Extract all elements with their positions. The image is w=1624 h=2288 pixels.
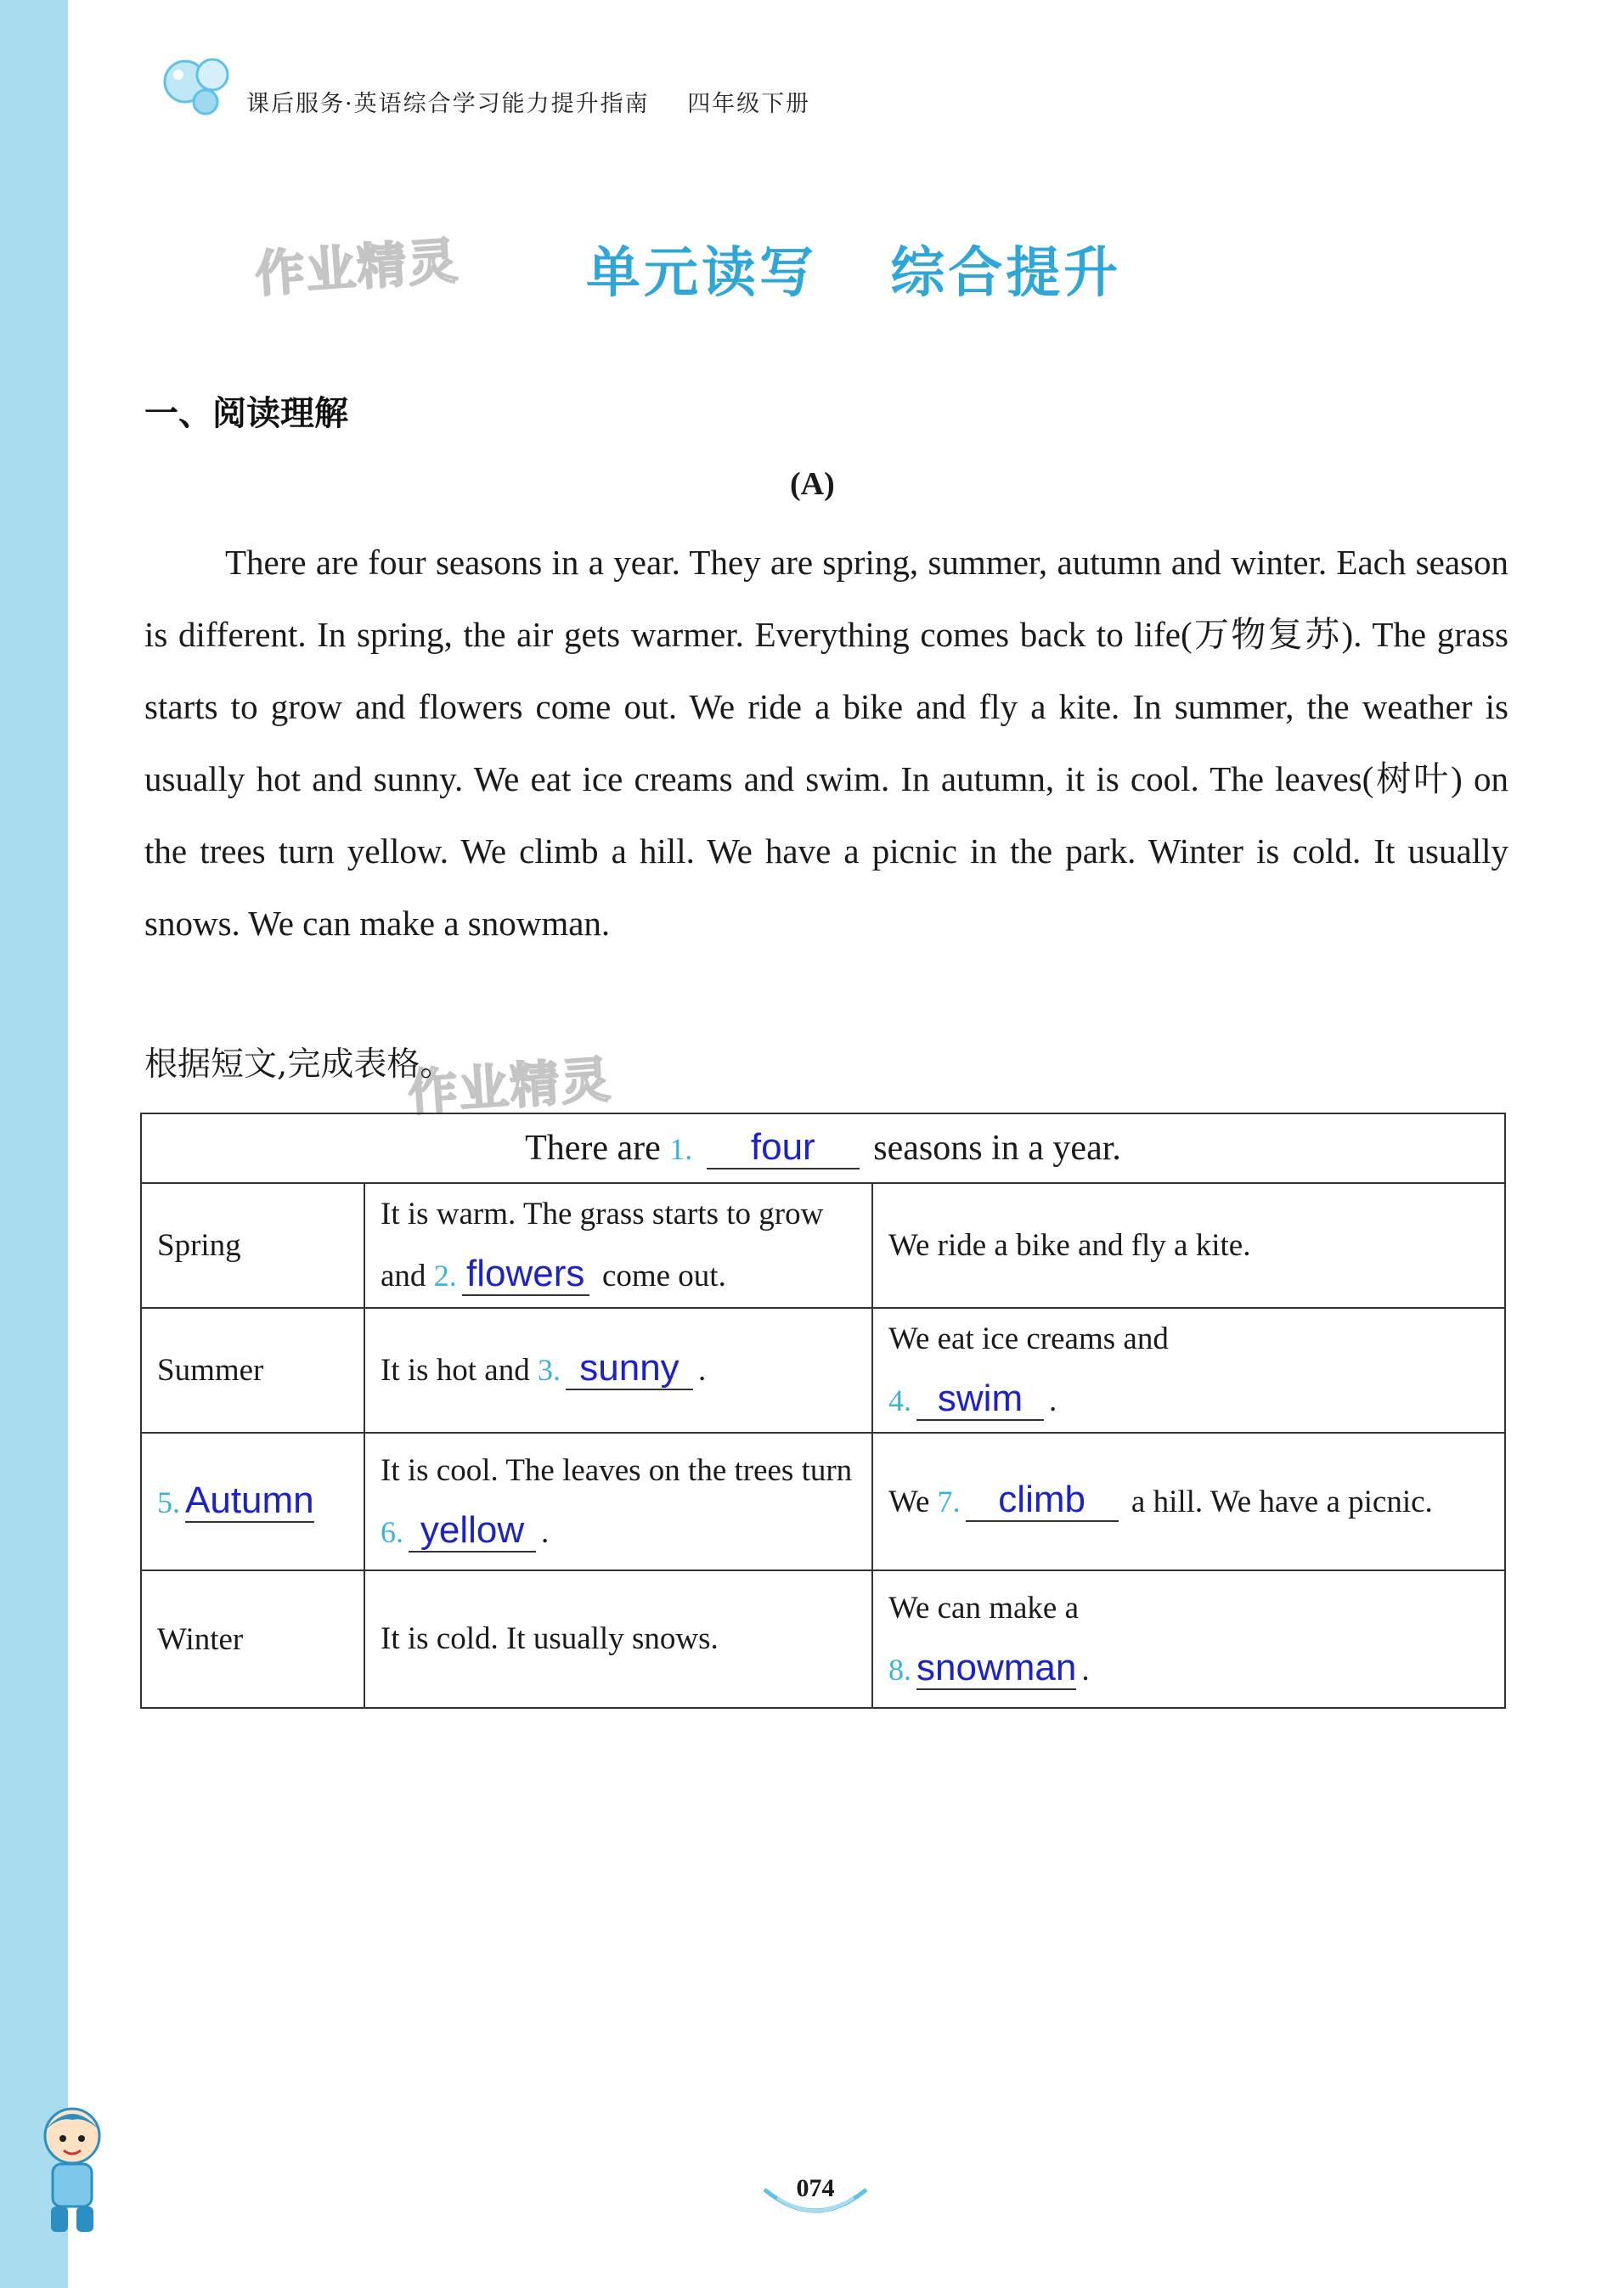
activity-cell: [872, 1570, 1505, 1708]
activity-text: We: [888, 1484, 930, 1519]
season-cell: Summer: [141, 1308, 364, 1433]
answer-text: yellow: [420, 1508, 525, 1551]
activity-text: We can make a: [888, 1590, 1080, 1626]
unit-title-part2: 综合提升: [890, 242, 1122, 305]
blank-number: 8.: [888, 1652, 911, 1687]
blank-number: 5.: [157, 1485, 180, 1519]
bubbles-logo-icon: [153, 49, 246, 126]
page-number: 074: [796, 2174, 835, 2202]
description-cell: [364, 1183, 872, 1308]
description-text: come out.: [601, 1259, 726, 1293]
table-row-winter: [141, 1570, 1505, 1708]
description-text: .: [697, 1353, 707, 1388]
activity-text: We eat ice creams and: [888, 1322, 1169, 1356]
answer-text: sunny: [579, 1347, 679, 1389]
description-cell: [364, 1308, 872, 1433]
table-header-row: [141, 1113, 1505, 1183]
description-text: It is hot and: [381, 1353, 530, 1388]
answer-text: four: [750, 1125, 815, 1168]
grade-label: 四年级下册: [687, 91, 811, 117]
season-cell: [141, 1433, 364, 1570]
series-title: 课后服务·英语综合学习能力提升指南: [246, 91, 650, 117]
answer-blank[interactable]: [185, 1480, 314, 1523]
running-header: [246, 85, 810, 118]
header-text-after: seasons in a year.: [873, 1128, 1121, 1168]
cartoon-boy-icon: [17, 2098, 127, 2242]
reading-passage: There are four seasons in a year. They are spring, summer, autumn and winter. Each season is different. In spring, the air gets warmer. Everything comes back to life(万物复苏). The grass starts to grow and flowers come out. We ride a bike and fly a kite. In summer, the weather is usually hot and sunny. We eat ice creams and swim. In autumn, it is cool. The leaves(树叶) on the trees turn yellow. We climb a hill. We have a picnic in the park. Winter is cold. It usually snows. We can make a snowman.: [144, 543, 1508, 943]
description-cell: [364, 1433, 872, 1570]
activity-cell: [872, 1308, 1505, 1433]
watermark: 作业精灵: [406, 1050, 614, 1123]
answer-blank[interactable]: [916, 1648, 1076, 1690]
description-text: It is warm. The grass starts to grow and: [381, 1197, 824, 1293]
instruction: 根据短文,完成表格。: [144, 1045, 454, 1084]
table-row-spring: [141, 1183, 1505, 1308]
answer-table: [140, 1113, 1506, 1709]
activity-cell: [872, 1433, 1505, 1570]
activity-text: a hill. We have a picnic.: [1131, 1484, 1433, 1519]
answer-blank[interactable]: [707, 1127, 860, 1169]
table-row-summer: [141, 1308, 1505, 1433]
decorative-side-strip: [0, 0, 68, 2288]
header-text-before: There are: [525, 1128, 661, 1168]
answer-text: climb: [998, 1478, 1085, 1520]
answer-text: snowman: [916, 1646, 1077, 1688]
answer-text: Autumn: [185, 1479, 314, 1521]
activity-cell: We ride a bike and fly a kite.: [872, 1183, 1505, 1308]
section-title: 一、阅读理解: [144, 394, 348, 433]
blank-number: 6.: [381, 1514, 403, 1549]
watermark: 作业精灵: [253, 231, 461, 304]
answer-text: flowers: [466, 1253, 585, 1294]
activity-text: .: [1081, 1652, 1090, 1688]
activity-text: .: [1049, 1384, 1057, 1418]
blank-number: 7.: [937, 1484, 961, 1519]
description-text: .: [541, 1514, 550, 1550]
blank-number: 4.: [888, 1384, 911, 1417]
answer-blank[interactable]: [462, 1254, 589, 1296]
season-cell: Winter: [141, 1570, 364, 1708]
answer-blank[interactable]: [409, 1510, 536, 1553]
answer-blank[interactable]: [966, 1479, 1119, 1522]
answer-blank[interactable]: [566, 1348, 693, 1390]
blank-number: 3.: [537, 1353, 561, 1387]
table-header-cell: [141, 1113, 1505, 1183]
table-row-autumn: [141, 1433, 1505, 1570]
unit-title: [586, 229, 1121, 307]
unit-title-part1: 单元读写: [586, 242, 817, 305]
answer-text: swim: [937, 1378, 1023, 1419]
description-text: It is cool. The leaves on the trees turn: [381, 1452, 853, 1488]
answer-blank[interactable]: [916, 1378, 1044, 1421]
passage-label: (A): [790, 466, 835, 502]
description-cell: It is cold. It usually snows.: [364, 1570, 872, 1708]
blank-number: 2.: [433, 1259, 457, 1293]
season-cell: Spring: [141, 1183, 364, 1308]
blank-number: 1.: [669, 1131, 693, 1166]
